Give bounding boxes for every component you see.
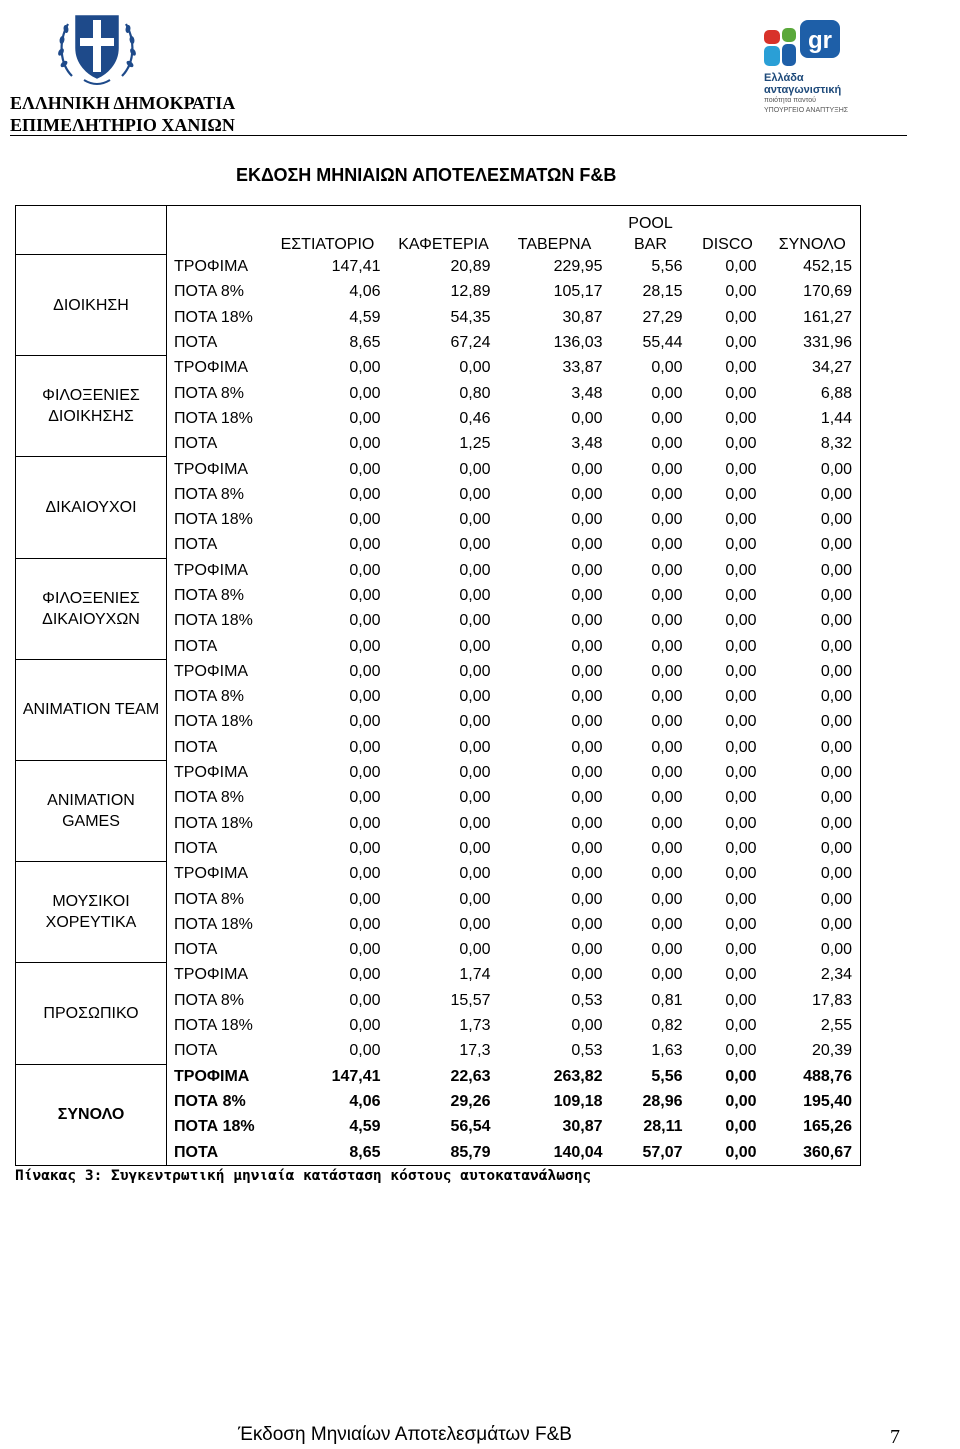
value-cell: 0,00 [765, 482, 861, 507]
value-cell: 17,83 [765, 988, 861, 1013]
row-label: ΠΟΤΑ [174, 334, 218, 352]
value-cell: 0,00 [459, 789, 491, 807]
value-cell: 0,00 [349, 637, 381, 655]
value-cell: 0,00 [571, 485, 603, 503]
value-cell: 488,76 [765, 1064, 861, 1089]
value-cell: 0,00 [459, 561, 491, 579]
value-cell: 0,00 [459, 890, 491, 908]
value-cell: 2,55 [765, 1013, 861, 1038]
value-cell: 0,00 [765, 760, 861, 785]
value-cell: 0,00 [725, 915, 757, 933]
value-cell: 0,00 [459, 612, 491, 630]
value-cell: 28,15 [642, 283, 683, 301]
value-cell: 55,44 [642, 334, 683, 352]
value-cell: 8,32 [765, 432, 861, 457]
value-cell: 0,00 [571, 890, 603, 908]
value-cell: 0,00 [459, 713, 491, 731]
value-cell: 0,00 [651, 839, 683, 857]
value-cell: 0,00 [571, 511, 603, 529]
row-label: ΠΟΤΑ 8% [174, 485, 244, 503]
value-cell: 4,59 [349, 308, 381, 326]
value-cell: 0,00 [459, 460, 491, 478]
value-cell: 0,00 [349, 435, 381, 453]
row-label: ΠΟΤΑ [167, 1140, 267, 1166]
row-label: ΠΟΤΑ 18% [174, 511, 253, 529]
value-cell: 28,11 [643, 1118, 683, 1136]
group-label: ANIMATION GAMES [16, 760, 167, 861]
value-cell: 0,00 [725, 1017, 757, 1035]
value-cell: 0,00 [651, 688, 683, 706]
table-row [16, 760, 861, 785]
row-label: ΤΡΟΦΙΜΑ [174, 662, 249, 680]
column-header: DISCO [691, 206, 765, 255]
value-cell: 0,00 [459, 738, 491, 756]
row-label: ΤΡΟΦΙΜΑ [174, 966, 249, 984]
value-cell: 8,65 [267, 1140, 389, 1166]
value-cell: 0,00 [725, 536, 757, 554]
value-cell: 165,26 [765, 1115, 861, 1140]
value-cell: 0,00 [349, 460, 381, 478]
row-label: ΠΟΤΑ [174, 941, 218, 959]
group-label: ΠΡΟΣΩΠΙΚΟ [16, 963, 167, 1064]
value-cell: 0,00 [765, 735, 861, 760]
value-cell: 0,00 [349, 662, 381, 680]
row-label: ΤΡΟΦΙΜΑ [174, 258, 249, 276]
value-cell: 0,00 [651, 460, 683, 478]
row-label: ΠΟΤΑ 18% [174, 409, 253, 427]
org-line-2: ΕΠΙΜΕΛΗΤΗΡΙΟ ΧΑΝΙΩΝ [10, 115, 235, 135]
value-cell: 0,00 [725, 789, 757, 807]
value-cell: 12,89 [450, 283, 491, 301]
value-cell: 0,00 [571, 561, 603, 579]
table-row [16, 862, 861, 887]
value-cell: 4,06 [349, 1092, 381, 1110]
value-cell: 0,00 [725, 1067, 757, 1085]
table-row [16, 356, 861, 381]
value-cell: 0,00 [765, 811, 861, 836]
value-cell: 0,00 [571, 409, 603, 427]
value-cell: 147,41 [331, 258, 381, 276]
value-cell: 0,00 [571, 460, 603, 478]
row-label: ΠΟΤΑ [174, 435, 218, 453]
value-cell: 0,00 [459, 511, 491, 529]
row-label: ΠΟΤΑ 18% [174, 1118, 255, 1136]
value-cell: 0,00 [349, 587, 381, 604]
row-label: ΠΟΤΑ 8% [174, 283, 244, 301]
logo-line-4: ΥΠΟΥΡΓΕΙΟ ΑΝΑΠΤΥΞΗΣ [764, 107, 849, 114]
row-label: ΠΟΤΑ 8% [174, 688, 244, 706]
column-header: ΕΣΤΙΑΤΟΡΙΟ [267, 206, 389, 255]
value-cell: 0,82 [651, 1017, 683, 1035]
value-cell: 0,00 [571, 814, 603, 832]
value-cell: 0,00 [725, 384, 757, 402]
value-cell: 3,48 [571, 384, 603, 402]
value-cell: 20,39 [765, 1039, 861, 1064]
value-cell: 30,87 [562, 308, 603, 326]
value-cell: 0,00 [765, 862, 861, 887]
row-label: ΠΟΤΑ 18% [174, 915, 253, 933]
header-divider [10, 135, 907, 136]
value-cell: 0,00 [651, 890, 683, 908]
value-cell: 0,00 [725, 890, 757, 908]
value-cell: 0,00 [571, 941, 603, 959]
value-cell: 0,00 [349, 612, 381, 630]
value-cell: 0,00 [725, 637, 757, 655]
value-cell: 1,74 [459, 966, 491, 984]
value-cell: 0,00 [651, 435, 683, 453]
value-cell: 0,00 [651, 409, 683, 427]
value-cell: 0,00 [765, 634, 861, 659]
value-cell: 0,00 [765, 912, 861, 937]
value-cell: 0,00 [459, 359, 491, 377]
column-header: ΣΥΝΟΛΟ [765, 206, 861, 255]
value-cell: 0,00 [571, 536, 603, 554]
value-cell: 0,00 [349, 941, 381, 959]
value-cell: 20,89 [450, 258, 491, 276]
footer-title: Έκδοση Μηνιαίων Αποτελεσμάτων F&B [238, 1424, 572, 1445]
value-cell: 0,00 [725, 1092, 757, 1110]
value-cell: 0,00 [765, 887, 861, 912]
value-cell: 4,06 [349, 283, 381, 301]
value-cell: 2,34 [765, 963, 861, 988]
value-cell: 4,59 [349, 1118, 381, 1136]
value-cell: 0,00 [349, 536, 381, 554]
value-cell: 33,87 [562, 359, 603, 377]
value-cell: 0,00 [651, 941, 683, 959]
value-cell: 0,00 [651, 865, 683, 883]
value-cell: 0,00 [349, 561, 381, 579]
value-cell: 54,35 [450, 308, 491, 326]
value-cell: 331,96 [765, 330, 861, 355]
value-cell: 0,00 [571, 915, 603, 933]
row-label: ΠΟΤΑ 8% [174, 587, 244, 604]
value-cell: 3,48 [571, 435, 603, 453]
value-cell: 0,00 [651, 789, 683, 807]
group-label: ΔΙΟΙΚΗΣΗ [16, 255, 167, 356]
table-caption: Πίνακας 3: Συγκεντρωτική μηνιαία κατάσταση κόστους αυτοκατανάλωσης [15, 1168, 592, 1184]
document-title: ΕΚΔΟΣΗ ΜΗΝΙΑΙΩΝ ΑΠΟΤΕΛΕΣΜΑΤΩΝ F&B [236, 165, 617, 185]
header-corner [16, 206, 167, 255]
value-cell: 0,00 [725, 1118, 757, 1136]
value-cell: 0,00 [459, 865, 491, 883]
table-header-row [16, 206, 861, 255]
value-cell: 0,00 [725, 612, 757, 630]
group-label: ΜΟΥΣΙΚΟΙ ΧΟΡΕΥΤΙΚΑ [16, 862, 167, 963]
value-cell: 0,00 [725, 587, 757, 604]
value-cell: 1,44 [765, 406, 861, 431]
value-cell: 0,00 [571, 612, 603, 630]
value-cell: 0,80 [459, 384, 491, 402]
value-cell: 0,00 [459, 662, 491, 680]
value-cell: 360,67 [765, 1140, 861, 1166]
value-cell: 0,00 [459, 764, 491, 782]
value-cell: 0,00 [349, 1017, 381, 1035]
value-cell: 67,24 [450, 334, 491, 352]
value-cell: 263,82 [553, 1067, 603, 1085]
value-cell: 0,00 [725, 308, 757, 326]
row-label: ΠΟΤΑ 18% [174, 308, 253, 326]
value-cell: 147,41 [331, 1067, 381, 1085]
value-cell: 0,00 [651, 612, 683, 630]
value-cell: 0,00 [725, 688, 757, 706]
value-cell: 0,00 [349, 485, 381, 503]
row-label: ΠΟΤΑ 8% [174, 789, 244, 807]
value-cell: 34,27 [765, 356, 861, 381]
value-cell: 0,00 [691, 1140, 765, 1166]
value-cell: 0,53 [571, 1042, 603, 1060]
value-cell: 0,00 [459, 637, 491, 655]
value-cell: 0,00 [651, 662, 683, 680]
value-cell: 0,00 [349, 713, 381, 731]
value-cell: 0,00 [725, 991, 757, 1009]
value-cell: 0,00 [725, 283, 757, 301]
value-cell: 0,00 [725, 865, 757, 883]
value-cell: 0,00 [349, 688, 381, 706]
value-cell: 0,00 [765, 685, 861, 710]
value-cell: 0,00 [459, 814, 491, 832]
value-cell: 0,00 [725, 1042, 757, 1060]
value-cell: 0,00 [571, 662, 603, 680]
value-cell: 109,18 [553, 1092, 603, 1110]
value-cell: 17,3 [459, 1042, 491, 1060]
table-row [16, 1064, 861, 1089]
value-cell: 0,00 [349, 915, 381, 933]
value-cell: 0,00 [725, 460, 757, 478]
value-cell: 0,00 [651, 511, 683, 529]
value-cell: 5,56 [651, 1067, 683, 1085]
value-cell: 0,00 [349, 991, 381, 1009]
value-cell: 0,00 [571, 966, 603, 984]
value-cell: 0,00 [725, 258, 757, 276]
page-number: 7 [890, 1426, 900, 1448]
value-cell: 0,00 [765, 583, 861, 608]
value-cell: 15,57 [450, 991, 491, 1009]
value-cell: 0,00 [651, 536, 683, 554]
value-cell: 0,00 [651, 915, 683, 933]
value-cell: 0,00 [571, 738, 603, 756]
value-cell: 0,00 [651, 561, 683, 579]
logo-line-3: ποιότητα παντού [764, 97, 816, 104]
value-cell: 0,00 [571, 587, 603, 604]
row-label: ΤΡΟΦΙΜΑ [174, 460, 249, 478]
value-cell: 0,00 [725, 409, 757, 427]
value-cell: 0,00 [349, 409, 381, 427]
value-cell: 27,29 [642, 308, 683, 326]
column-header: POOL BAR [611, 206, 691, 255]
value-cell: 0,00 [651, 713, 683, 731]
value-cell: 0,00 [765, 457, 861, 482]
value-cell: 0,00 [459, 587, 491, 604]
value-cell: 85,79 [389, 1140, 499, 1166]
value-cell: 0,00 [651, 738, 683, 756]
group-label: ΦΙΛΟΞΕΝΙΕΣ ΔΙΟΙΚΗΣΗΣ [16, 356, 167, 457]
value-cell: 105,17 [553, 283, 603, 301]
row-label: ΠΟΤΑ 18% [174, 713, 253, 731]
value-cell: 0,00 [765, 659, 861, 684]
value-cell: 0,00 [725, 941, 757, 959]
value-cell: 0,00 [459, 485, 491, 503]
value-cell: 0,00 [765, 938, 861, 963]
value-cell: 0,00 [725, 511, 757, 529]
value-cell: 0,00 [349, 814, 381, 832]
row-label: ΠΟΤΑ 8% [174, 890, 244, 908]
value-cell: 170,69 [765, 280, 861, 305]
value-cell: 0,00 [571, 1017, 603, 1035]
row-label: ΤΡΟΦΙΜΑ [174, 1067, 250, 1085]
value-cell: 0,46 [459, 409, 491, 427]
row-label: ΠΟΤΑ 18% [174, 814, 253, 832]
value-cell: 0,00 [765, 558, 861, 583]
value-cell: 0,00 [651, 384, 683, 402]
value-cell: 0,00 [349, 1042, 381, 1060]
value-cell: 0,00 [725, 713, 757, 731]
row-label: ΤΡΟΦΙΜΑ [174, 359, 249, 377]
value-cell: 0,53 [571, 991, 603, 1009]
value-cell: 0,00 [725, 966, 757, 984]
value-cell: 0,00 [765, 710, 861, 735]
value-cell: 0,00 [459, 688, 491, 706]
value-cell: 0,00 [651, 814, 683, 832]
value-cell: 0,00 [349, 359, 381, 377]
row-label: ΠΟΤΑ 8% [174, 384, 244, 402]
fb-cost-table [15, 205, 861, 1166]
value-cell: 0,00 [571, 789, 603, 807]
logo-text [764, 72, 848, 116]
value-cell: 161,27 [765, 305, 861, 330]
logo-line-1: Ελλάδα [764, 72, 804, 84]
value-cell: 0,00 [651, 485, 683, 503]
value-cell: 0,00 [765, 533, 861, 558]
value-cell: 0,00 [459, 915, 491, 933]
value-cell: 30,87 [562, 1118, 603, 1136]
header-label-spacer [167, 206, 267, 255]
value-cell: 29,26 [450, 1092, 491, 1110]
value-cell: 195,40 [765, 1089, 861, 1114]
table-row [16, 659, 861, 684]
row-label: ΤΡΟΦΙΜΑ [174, 764, 249, 782]
greek-coat-of-arms-icon [54, 4, 140, 90]
value-cell: 0,00 [725, 738, 757, 756]
value-cell: 0,00 [651, 764, 683, 782]
value-cell: 8,65 [349, 334, 381, 352]
value-cell: 0,00 [651, 359, 683, 377]
value-cell: 57,07 [611, 1140, 691, 1166]
value-cell: 0,00 [651, 966, 683, 984]
row-label: ΠΟΤΑ [174, 637, 218, 655]
row-label: ΠΟΤΑ 8% [174, 1092, 246, 1110]
value-cell: 0,00 [349, 511, 381, 529]
value-cell: 0,00 [725, 435, 757, 453]
row-label: ΤΡΟΦΙΜΑ [174, 865, 249, 883]
value-cell: 0,00 [571, 865, 603, 883]
row-label: ΠΟΤΑ [174, 738, 218, 756]
value-cell: 0,00 [725, 764, 757, 782]
value-cell: 0,00 [725, 814, 757, 832]
row-label: ΠΟΤΑ [174, 536, 218, 554]
value-cell: 0,00 [765, 836, 861, 861]
value-cell: 0,00 [349, 865, 381, 883]
value-cell: 1,25 [459, 435, 491, 453]
column-header: ΤΑΒΕΡΝΑ [499, 206, 611, 255]
value-cell: 0,00 [725, 359, 757, 377]
value-cell: 0,00 [725, 839, 757, 857]
organization-header [10, 92, 235, 136]
value-cell: 0,00 [349, 839, 381, 857]
row-label: ΠΟΤΑ 8% [174, 991, 244, 1009]
value-cell: 0,00 [765, 507, 861, 532]
logo-mark: gr [808, 27, 832, 54]
value-cell: 0,00 [459, 839, 491, 857]
value-cell: 0,00 [651, 637, 683, 655]
row-label: ΠΟΤΑ [174, 839, 218, 857]
value-cell: 0,00 [349, 738, 381, 756]
value-cell: 0,00 [459, 941, 491, 959]
table-row [16, 457, 861, 482]
value-cell: 28,96 [642, 1092, 683, 1110]
group-label: ΣΥΝΟΛΟ [16, 1064, 167, 1166]
table-row [16, 558, 861, 583]
value-cell: 5,56 [651, 258, 683, 276]
value-cell: 6,88 [765, 381, 861, 406]
value-cell: 0,00 [571, 839, 603, 857]
value-cell: 0,00 [725, 561, 757, 579]
value-cell: 136,03 [553, 334, 603, 352]
value-cell: 22,63 [450, 1067, 491, 1085]
value-cell: 0,00 [765, 609, 861, 634]
value-cell: 0,00 [571, 688, 603, 706]
value-cell: 0,00 [725, 334, 757, 352]
value-cell: 0,00 [725, 662, 757, 680]
org-line-1: ΕΛΛΗΝΙΚΗ ΔΗΜΟΚΡΑΤΙΑ [10, 93, 236, 113]
value-cell: 229,95 [553, 258, 603, 276]
value-cell: 0,00 [349, 890, 381, 908]
value-cell: 0,00 [349, 384, 381, 402]
value-cell: 0,00 [571, 764, 603, 782]
column-header: ΚΑΦΕΤΕΡΙΑ [389, 206, 499, 255]
value-cell: 56,54 [450, 1118, 491, 1136]
value-cell: 0,00 [349, 789, 381, 807]
value-cell: 452,15 [765, 255, 861, 280]
value-cell: 0,00 [349, 764, 381, 782]
table-row [16, 963, 861, 988]
value-cell: 0,00 [459, 536, 491, 554]
value-cell: 0,00 [571, 637, 603, 655]
value-cell: 0,00 [765, 786, 861, 811]
value-cell: 140,04 [499, 1140, 611, 1166]
row-label: ΠΟΤΑ [174, 1042, 218, 1060]
table-row [16, 255, 861, 280]
group-label: ΦΙΛΟΞΕΝΙΕΣ ΔΙΚΑΙΟΥΧΩΝ [16, 558, 167, 659]
value-cell: 0,00 [571, 713, 603, 731]
row-label: ΠΟΤΑ 18% [174, 1017, 253, 1035]
group-label: ANIMATION TEAM [16, 659, 167, 760]
logo-line-2: ανταγωνιστική [764, 84, 842, 96]
row-label: ΤΡΟΦΙΜΑ [174, 561, 249, 579]
row-label: ΠΟΤΑ 18% [174, 612, 253, 630]
value-cell: 1,63 [651, 1042, 683, 1060]
value-cell: 1,73 [459, 1017, 491, 1035]
value-cell: 0,00 [651, 587, 683, 604]
value-cell: 0,00 [725, 485, 757, 503]
group-label: ΔΙΚΑΙΟΥΧΟΙ [16, 457, 167, 558]
value-cell: 0,00 [349, 966, 381, 984]
value-cell: 0,81 [651, 991, 683, 1009]
